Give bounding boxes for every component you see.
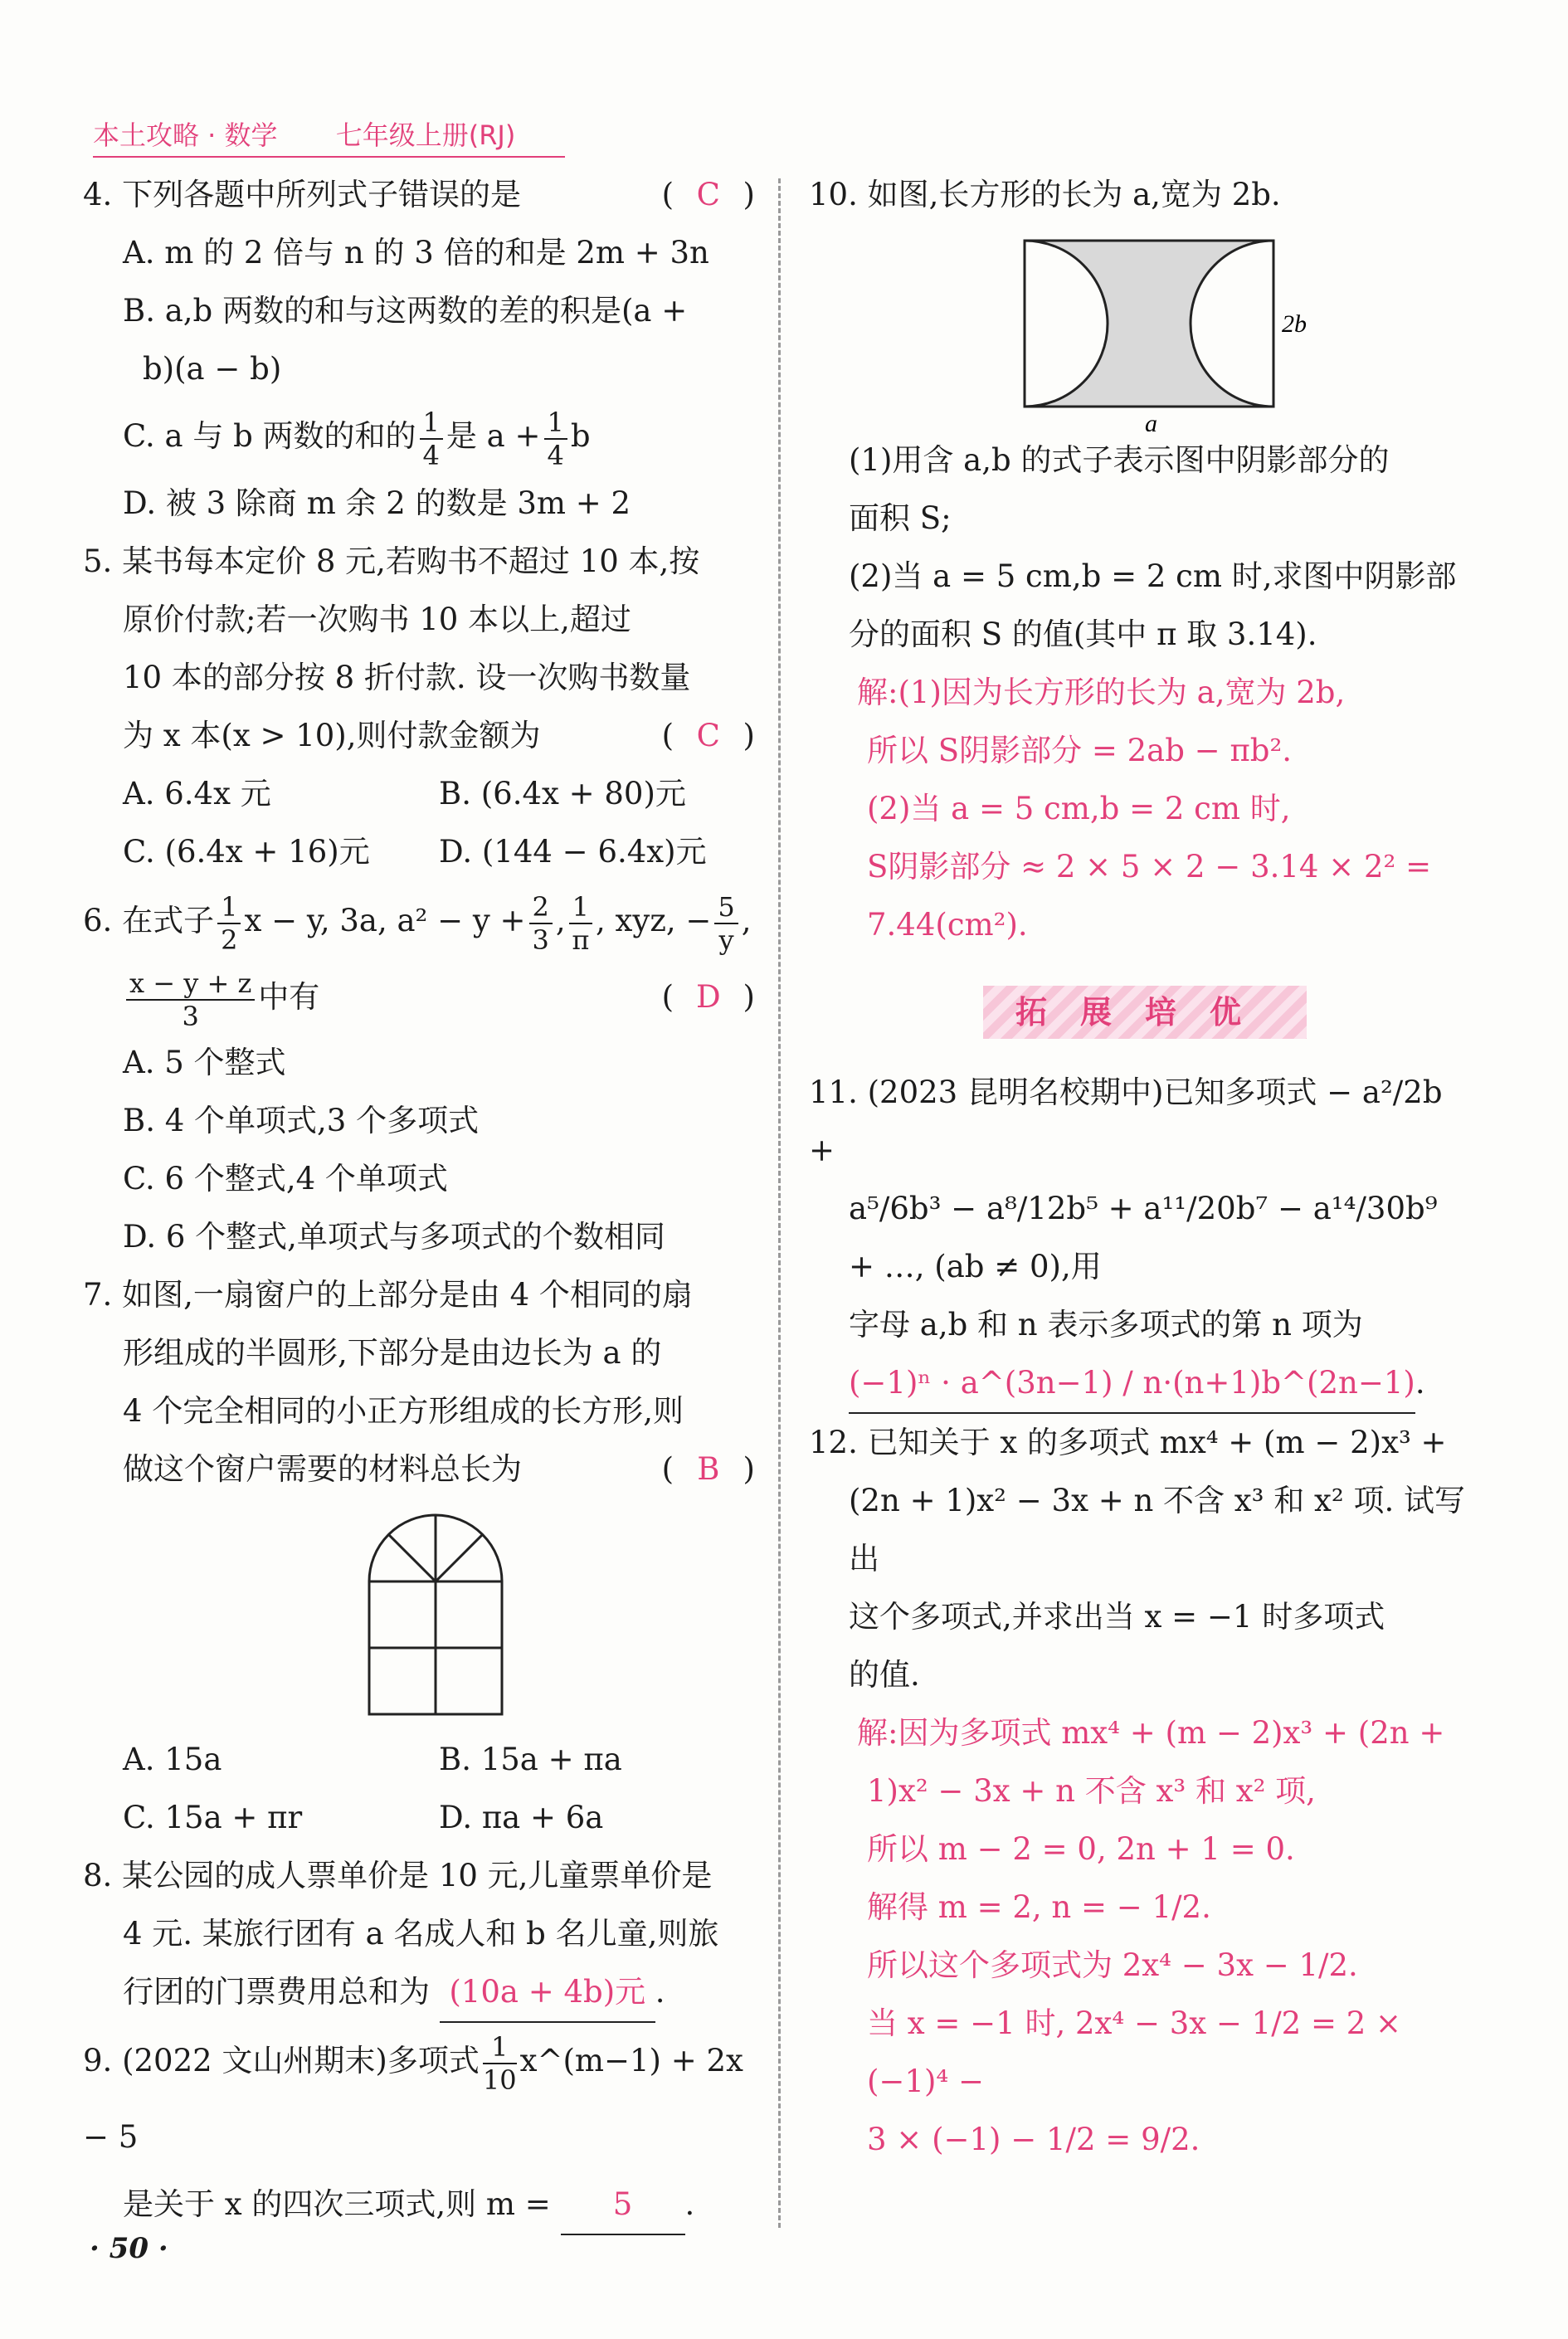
solution-12: 解:因为多项式 mx⁴ + (m − 2)x³ + (2n + 1)x² − 3x + n 不含 x³ 和 x² 项, 所以 m − 2 = 0, 2n + 1 = 0. 解得 m = 2, n = − 1/2. 所以这个多项式为 2x⁴ − 3x − 1/2. 当 x = −1 时, 2x⁴ − 3x − 1/2 = 2 × (−1)⁴ − 3 × (−1) − 1/2 = 9/2. [857,1715,1445,2157]
solution-10: 解:(1)因为长方形的长为 a,宽为 2b, 所以 S阴影部分 = 2ab − πb². (2)当 a = 5 cm,b = 2 cm 时, S阴影部分 ≈ 2 × 5 × 2 − 3.14 × 2² = 7.44(cm²). [857,675,1432,943]
question-7: 7. 如图,一扇窗户的上部分是由 4 个相同的扇 形组成的半圆形,下部分是由边长为 a 的 4 个完全相同的小正方形组成的长方形,则 做这个窗户需要的材料总长为 ( B ) A. 15a B. 15a + πa C. 15a + πr D. πa + 6a [83,1277,755,1835]
question-8: 8. 某公园的成人票单价是 10 元,儿童票单价是 4 元. 某旅行团有 a 名成人和 b 名儿童,则旅 行团的门票费用总和为 (10a + 4b)元 . [83,1847,755,2023]
page-number: · 50 · [90,2232,168,2265]
rectangle-figure [809,224,1473,431]
right-column [809,166,1473,2169]
question-6: 6. 在式子 $\frac{1}{2}$ x − y, 3a, a² − y + $\frac{2}{3}$ , $\frac{1}{\pi}$ , xyz, − $\frac{5}{y}$ , $\frac{x - y + z}{3}$ 中有 ( D ) A. 5 个整式 B. 4 个单项式,3 个多项式 C. 6 个整式,4 个单项式 D. 6 个整式,单项式与多项式的个数相同 [83,890,755,1255]
answer-blank: (−1)ⁿ · a^(3n−1) / n·(n+1)b^(2n−1) [849,1354,1415,1414]
answer-paren: ( C ) [661,177,755,212]
book-title: 本土攻略 · 数学 [93,119,278,151]
column-divider [778,178,781,2228]
grade-label: 七年级上册(RJ) [335,119,516,151]
question-9: 9. (2022 文山州期末)多项式 $\frac{1}{10}$ x^(m−1) + 2x − 5 是关于 x 的四次三项式,则 m = 5 . [83,2023,755,2235]
answer-blank: (10a + 4b)元 [440,1963,655,2023]
question-12: 12. 已知关于 x 的多项式 mx⁴ + (m − 2)x³ + (2n + 1)x² − 3x + n 不含 x³ 和 x² 项. 试写出 这个多项式,并求出当 x = −1 时多项式 的值. 解:因为多项式 mx⁴ + (m − 2)x³ + (2n + 1)x² − 3x + n 不含 x³ 和 x² 项, 所以 m − 2 = 0, 2n + 1 = 0. 解得 m = 2, n = − 1/2. 所以这个多项式为 2x⁴ − 3x − 1/2. 当 x = −1 时, 2x⁴ − 3x − 1/2 = 2 × (−1)⁴ − 3 × (−1) − 1/2 = 9/2. [809,1414,1473,2169]
left-column [83,166,755,2235]
fraction: $\frac{1}{4}$ [420,407,443,471]
question-11: 11. (2023 昆明名校期中)已知多项式 − a²/2b + a⁵/6b³ − a⁸/12b⁵ + a¹¹/20b⁷ − a¹⁴/30b⁹ + …, (ab ≠ 0),用 字母 a,b 和 n 表示多项式的第 n 项为 (−1)ⁿ · a^(3n−1) / n·(n+1)b^(2n−1). [809,1064,1473,1414]
label-2b: 2b [1282,310,1307,338]
option-c: C. a 与 b 两数的和的 $\frac{1}{4}$ 是 a + $\frac{1}{4}$ b [123,406,591,471]
label-a: a [1145,410,1157,431]
answer-blank: 5 [561,2176,685,2235]
running-header [93,115,565,158]
section-banner: 拓展培优 [983,986,1307,1039]
fraction: $\frac{1}{4}$ [544,407,567,471]
question-10: 10. 如图,长方形的长为 a,宽为 2b. 2b a (1)用含 a,b 的式子表示图中阴影部分的 面积 S; (2)当 a = 5 cm,b = 2 cm 时,求图中阴影部 分的面积 S 的值(其中 π 取 3.14). 解:(1)因为长方形的长为 a,宽为 2b, 所以 S阴影部分 = 2ab − πb². (2)当 a = 5 cm,b = 2 cm 时, S阴影部分 ≈ 2 × 5 × 2 − 3.14 × 2² = 7.44(cm²). [809,166,1473,954]
window-figure [83,1498,755,1731]
question-5: 5. 某书每本定价 8 元,若购书不超过 10 本,按 原价付款;若一次购书 10 本以上,超过 10 本的部分按 8 折付款. 设一次购书数量 为 x 本(x > 10),则付款金额为 ( C ) A. 6.4x 元 B. (6.4x + 80)元 C. (6.4x + 16)元 D. (144 − 6.4x)元 [83,543,755,870]
question-4: 4. 下列各题中所列式子错误的是 ( C ) A. m 的 2 倍与 n 的 3 倍的和是 2m + 3n B. a,b 两数的和与这两数的差的积是(a + b)(a − b) C. a 与 b 两数的和的 $\frac{1}{4}$ 是 a + $\frac{1}{4}$ b D. 被 3 除商 m 余 2 的数是 3m + 2 [83,166,755,533]
